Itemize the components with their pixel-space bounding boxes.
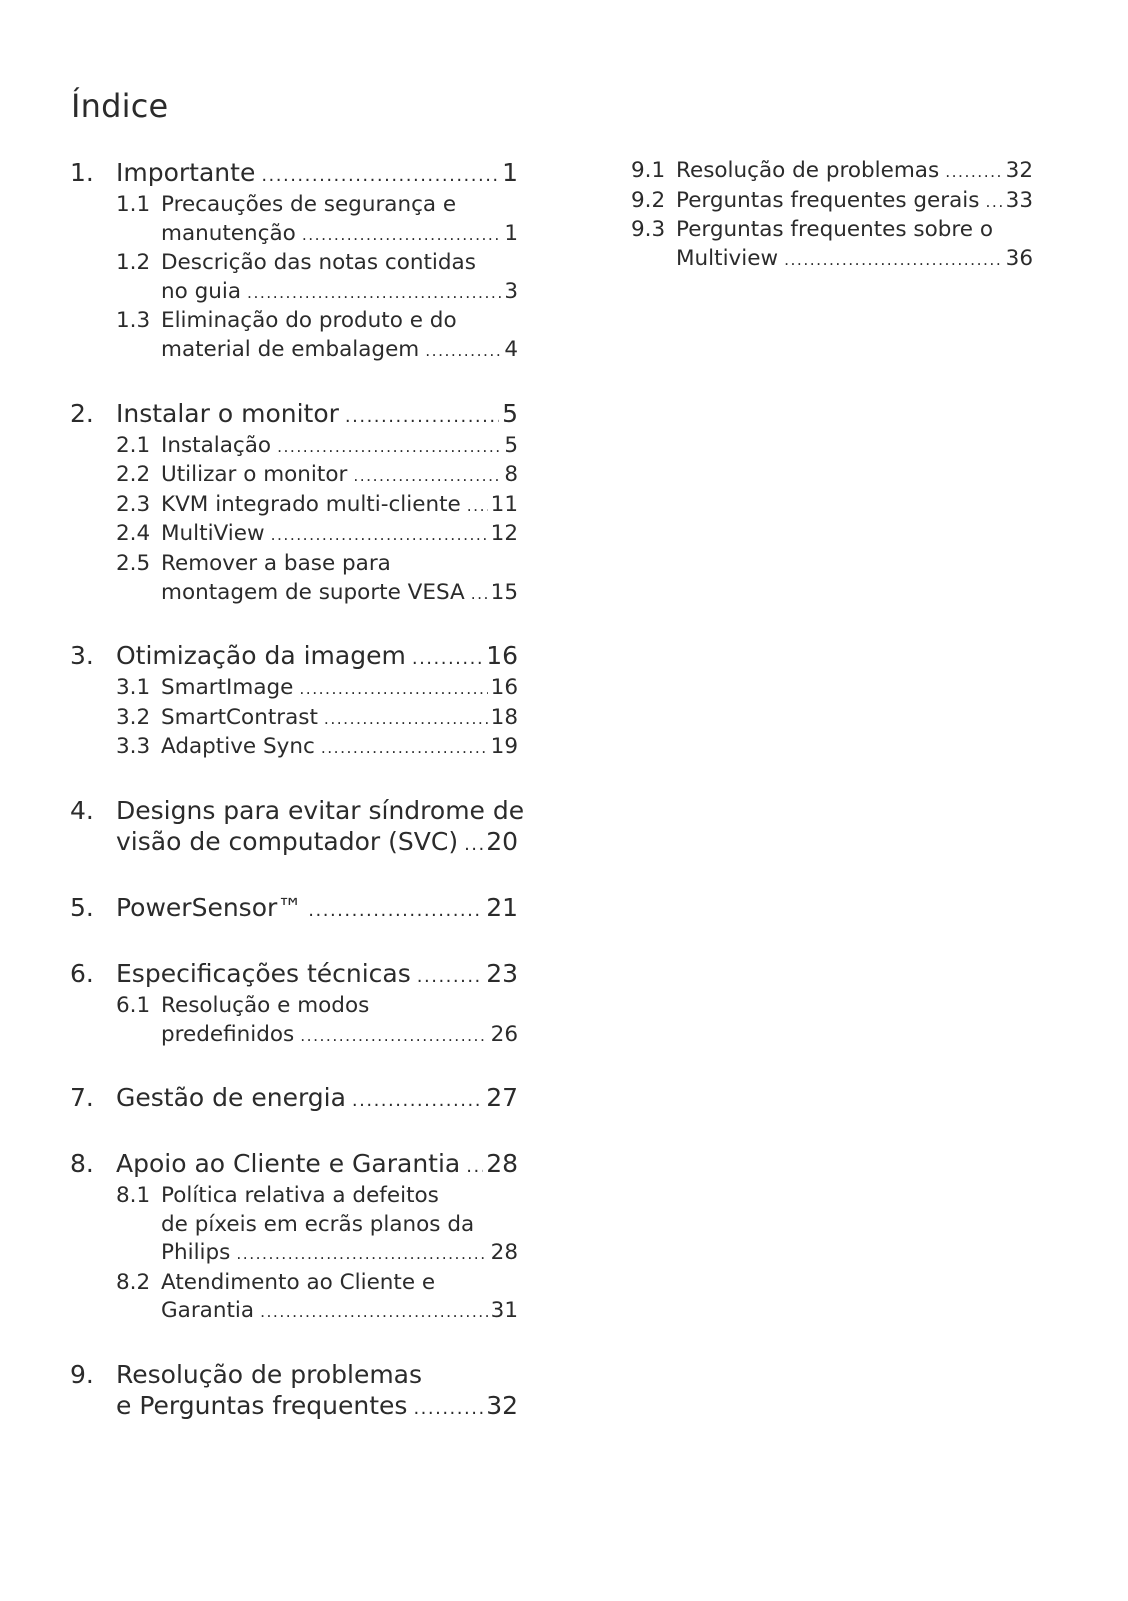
subsection-title-text: Perguntas frequentes sobre o — [676, 217, 993, 243]
toc-chapter-entry[interactable] — [70, 1148, 518, 1182]
dot-leader — [324, 705, 488, 734]
toc-section — [70, 1082, 518, 1116]
chapter-title-line — [116, 1082, 518, 1116]
subsection-title-text: Resolução de problemas — [676, 158, 940, 183]
subsection-page-number[interactable]: 5 — [504, 432, 518, 458]
subsection-title-line — [676, 157, 1033, 187]
subsection-title-text: SmartImage — [161, 675, 294, 701]
toc-subsection-entry[interactable] — [631, 157, 1033, 187]
chapter-page-number[interactable]: 27 — [486, 1083, 518, 1113]
subsection-title-text: Precauções de segurança e — [161, 192, 457, 217]
chapter-title-line — [116, 1359, 518, 1390]
dot-leader — [321, 734, 488, 763]
chapter-title-text: Gestão de energia — [116, 1083, 346, 1113]
subsection-title-text: Atendimento ao Cliente e — [161, 1269, 436, 1295]
toc-left-column — [70, 157, 525, 1456]
subsection-title-line — [161, 1239, 518, 1269]
subsection-title-text: Adaptive Sync — [161, 734, 315, 760]
subsection-title-text: manutenção — [161, 220, 296, 246]
chapter-page-number[interactable]: 1 — [502, 158, 518, 187]
toc-right-column — [631, 157, 1033, 274]
subsection-title-text: Descrição das notas contidas — [161, 250, 476, 276]
dot-leader — [467, 492, 488, 521]
dot-leader — [261, 160, 499, 191]
chapter-page-number[interactable]: 21 — [486, 892, 518, 922]
subsection-title-line — [161, 191, 518, 220]
subsection-title-line — [161, 1269, 518, 1298]
subsection-title-text: Política relativa a defeitos — [161, 1183, 439, 1209]
chapter-title-line — [116, 795, 525, 826]
subsection-title-line — [161, 336, 518, 366]
chapter-title-line — [116, 157, 518, 191]
subsection-page-number[interactable]: 18 — [490, 704, 518, 730]
chapter-title-line — [116, 826, 518, 860]
chapter-title-text: Resolução de problemas — [116, 1360, 423, 1390]
subsection-title-text: material de embalagem — [161, 336, 420, 362]
toc-section — [70, 958, 518, 1050]
chapter-title-line — [116, 1148, 518, 1182]
subsection-title-line — [161, 491, 518, 521]
subsection-title-line — [161, 1211, 518, 1240]
dot-leader — [236, 1240, 487, 1269]
subsection-page-number[interactable]: 1 — [504, 220, 518, 246]
subsection-number: 3.3 — [116, 734, 151, 760]
subsection-title-text: Resolução e modos — [161, 992, 370, 1018]
chapter-page-number[interactable]: 20 — [486, 826, 518, 856]
subsection-title-line — [161, 1297, 518, 1327]
subsection-number: 2.2 — [116, 462, 151, 488]
toc-subsection-entry[interactable] — [70, 249, 518, 307]
chapter-title-line — [116, 398, 518, 432]
subsection-number: 9.2 — [631, 187, 666, 213]
chapter-title-line — [116, 1390, 518, 1424]
dot-leader — [464, 829, 483, 860]
chapter-page-number[interactable]: 32 — [486, 1391, 518, 1421]
subsection-title-text: montagem de suporte VESA — [161, 579, 465, 605]
toc-chapter-entry[interactable] — [70, 892, 518, 926]
subsection-title-text: Eliminação do produto e do — [161, 308, 457, 334]
subsection-page-number[interactable]: 15 — [490, 579, 518, 605]
subsection-title-line — [161, 992, 518, 1021]
subsection-page-number[interactable]: 31 — [490, 1298, 518, 1324]
toc-chapter-entry[interactable] — [70, 1359, 518, 1424]
chapter-number: 5. — [70, 892, 94, 922]
subsection-page-number[interactable]: 26 — [490, 1021, 518, 1047]
toc-subsection-entry[interactable] — [70, 432, 518, 462]
subsection-title-text: Instalação — [161, 432, 272, 458]
chapter-title-text: Importante — [116, 158, 256, 187]
dot-leader — [308, 895, 483, 926]
toc-subsection-entry[interactable] — [70, 461, 518, 491]
subsection-title-line — [161, 1182, 518, 1211]
subsection-title-line — [676, 187, 1033, 217]
dot-leader — [260, 1298, 488, 1327]
toc-section — [70, 398, 518, 609]
chapter-number: 2. — [70, 398, 94, 428]
subsection-title-text: Remover a base para — [161, 550, 391, 576]
chapter-page-number[interactable]: 5 — [502, 398, 518, 428]
dot-leader — [425, 337, 501, 366]
subsection-number: 3.2 — [116, 704, 151, 730]
subsection-number: 2.1 — [116, 432, 151, 458]
subsection-number: 9.1 — [631, 158, 666, 183]
toc-chapter-entry[interactable] — [70, 795, 525, 860]
chapter-number: 4. — [70, 795, 94, 825]
subsection-title-line — [161, 704, 518, 734]
toc-chapter-entry[interactable] — [70, 157, 518, 191]
subsection-number: 1.2 — [116, 250, 151, 276]
subsection-title-line — [161, 220, 518, 250]
subsection-page-number[interactable]: 32 — [1005, 158, 1033, 183]
dot-leader — [417, 961, 483, 992]
dot-leader — [466, 1151, 483, 1182]
subsection-number: 3.1 — [116, 675, 151, 701]
subsection-number: 9.3 — [631, 217, 666, 243]
subsection-number: 2.5 — [116, 550, 151, 576]
chapter-title-line — [116, 958, 518, 992]
chapter-page-number[interactable]: 23 — [486, 958, 518, 988]
subsection-number: 1.3 — [116, 308, 151, 334]
toc-subsection-entry[interactable] — [70, 307, 518, 365]
dot-leader — [271, 521, 488, 550]
subsection-title-text: KVM integrado multi-cliente — [161, 491, 461, 517]
subsection-title-line — [161, 579, 518, 609]
toc-section — [70, 157, 518, 366]
subsection-title-line — [161, 1021, 518, 1051]
subsection-title-line — [161, 432, 518, 462]
chapter-title-text: e Perguntas frequentes — [116, 1391, 408, 1421]
chapter-title-text: Instalar o monitor — [116, 398, 339, 428]
subsection-title-line — [676, 245, 1033, 275]
toc-section — [70, 795, 525, 860]
subsection-title-line — [161, 249, 518, 278]
subsection-number: 8.1 — [116, 1183, 151, 1209]
subsection-page-number[interactable]: 16 — [490, 675, 518, 701]
toc-subsection-entry[interactable] — [70, 191, 518, 249]
subsection-title-text: no guia — [161, 278, 242, 304]
dot-leader — [413, 1393, 483, 1424]
toc-subsection-entry[interactable] — [631, 187, 1033, 217]
subsection-title-text: predefinidos — [161, 1021, 295, 1047]
chapter-page-number[interactable]: 28 — [486, 1149, 518, 1179]
dot-leader — [345, 401, 499, 432]
subsection-number: 2.3 — [116, 491, 151, 517]
toc-subsection-entry[interactable] — [631, 216, 1033, 274]
subsection-page-number[interactable]: 8 — [504, 462, 518, 488]
chapter-title-line — [116, 892, 518, 926]
subsection-page-number[interactable]: 12 — [490, 521, 518, 547]
toc-subsection-entry[interactable] — [70, 674, 518, 704]
dot-leader — [302, 221, 502, 250]
subsection-page-number[interactable]: 19 — [490, 734, 518, 760]
chapter-title-text: Otimização da imagem — [116, 641, 406, 671]
dot-leader — [277, 433, 501, 462]
toc-section — [70, 1359, 518, 1424]
chapter-title-text: Especificações técnicas — [116, 958, 411, 988]
page-title: Índice — [71, 87, 169, 125]
toc-subsection-entry[interactable] — [70, 733, 518, 763]
dot-leader — [945, 158, 1002, 187]
toc-chapter-entry[interactable] — [70, 1082, 518, 1116]
subsection-page-number[interactable]: 28 — [490, 1240, 518, 1266]
chapter-title-text: Designs para evitar síndrome de — [116, 795, 525, 825]
subsection-page-number[interactable]: 36 — [1005, 245, 1033, 271]
dot-leader — [352, 1085, 483, 1116]
dot-leader — [985, 188, 1002, 217]
chapter-title-line — [116, 640, 518, 674]
chapter-number: 8. — [70, 1149, 94, 1179]
dot-leader — [471, 580, 488, 609]
dot-leader — [300, 1022, 487, 1051]
toc-chapter-entry[interactable] — [70, 398, 518, 432]
chapter-page-number[interactable]: 16 — [486, 641, 518, 671]
toc-section — [70, 892, 518, 926]
subsection-title-text: Utilizar o monitor — [161, 462, 348, 488]
subsection-title-line — [161, 550, 518, 579]
toc-section — [70, 1148, 518, 1327]
subsection-title-line — [161, 733, 518, 763]
subsection-title-line — [161, 278, 518, 308]
subsection-number: 8.2 — [116, 1269, 151, 1295]
chapter-number: 7. — [70, 1083, 94, 1113]
chapter-number: 9. — [70, 1360, 94, 1390]
subsection-number: 6.1 — [116, 992, 151, 1018]
subsection-title-text: SmartContrast — [161, 704, 318, 730]
chapter-number: 6. — [70, 958, 94, 988]
toc-chapter-entry[interactable] — [70, 958, 518, 992]
dot-leader — [784, 246, 1003, 275]
subsection-page-number[interactable]: 3 — [504, 278, 518, 304]
subsection-title-line — [676, 216, 1033, 245]
subsection-title-text: Multiview — [676, 245, 779, 271]
dot-leader — [412, 643, 483, 674]
subsection-title-line — [161, 674, 518, 704]
subsection-number: 1.1 — [116, 192, 151, 217]
toc-subsection-entry[interactable] — [70, 491, 518, 521]
subsection-title-text: de píxeis em ecrãs planos da — [161, 1211, 475, 1237]
subsection-title-text: Garantia — [161, 1298, 255, 1324]
toc-section — [70, 640, 518, 763]
subsection-title-text: Perguntas frequentes gerais — [676, 187, 980, 213]
toc-subsection-entry[interactable] — [70, 550, 518, 608]
chapter-number: 1. — [70, 158, 94, 187]
toc-subsection-entry[interactable] — [70, 704, 518, 734]
subsection-title-line — [161, 461, 518, 491]
subsection-page-number[interactable]: 33 — [1005, 187, 1033, 213]
toc-subsection-entry[interactable] — [70, 1182, 518, 1269]
subsection-title-text: MultiView — [161, 521, 265, 547]
toc-subsection-entry[interactable] — [70, 1269, 518, 1327]
subsection-title-line — [161, 520, 518, 550]
chapter-title-text: visão de computador (SVC) — [116, 826, 459, 856]
chapter-title-text: Apoio ao Cliente e Garantia — [116, 1149, 461, 1179]
chapter-number: 3. — [70, 641, 94, 671]
subsection-page-number[interactable]: 11 — [490, 491, 518, 517]
subsection-title-line — [161, 307, 518, 336]
dot-leader — [247, 279, 501, 308]
toc-chapter-entry[interactable] — [70, 640, 518, 674]
subsection-page-number[interactable]: 4 — [504, 336, 518, 362]
subsection-title-text: Philips — [161, 1240, 231, 1266]
dot-leader — [353, 462, 501, 491]
toc-subsection-entry[interactable] — [70, 992, 518, 1050]
subsection-number: 2.4 — [116, 521, 151, 547]
dot-leader — [299, 675, 487, 704]
chapter-title-text: PowerSensor™ — [116, 892, 303, 922]
toc-subsection-entry[interactable] — [70, 520, 518, 550]
